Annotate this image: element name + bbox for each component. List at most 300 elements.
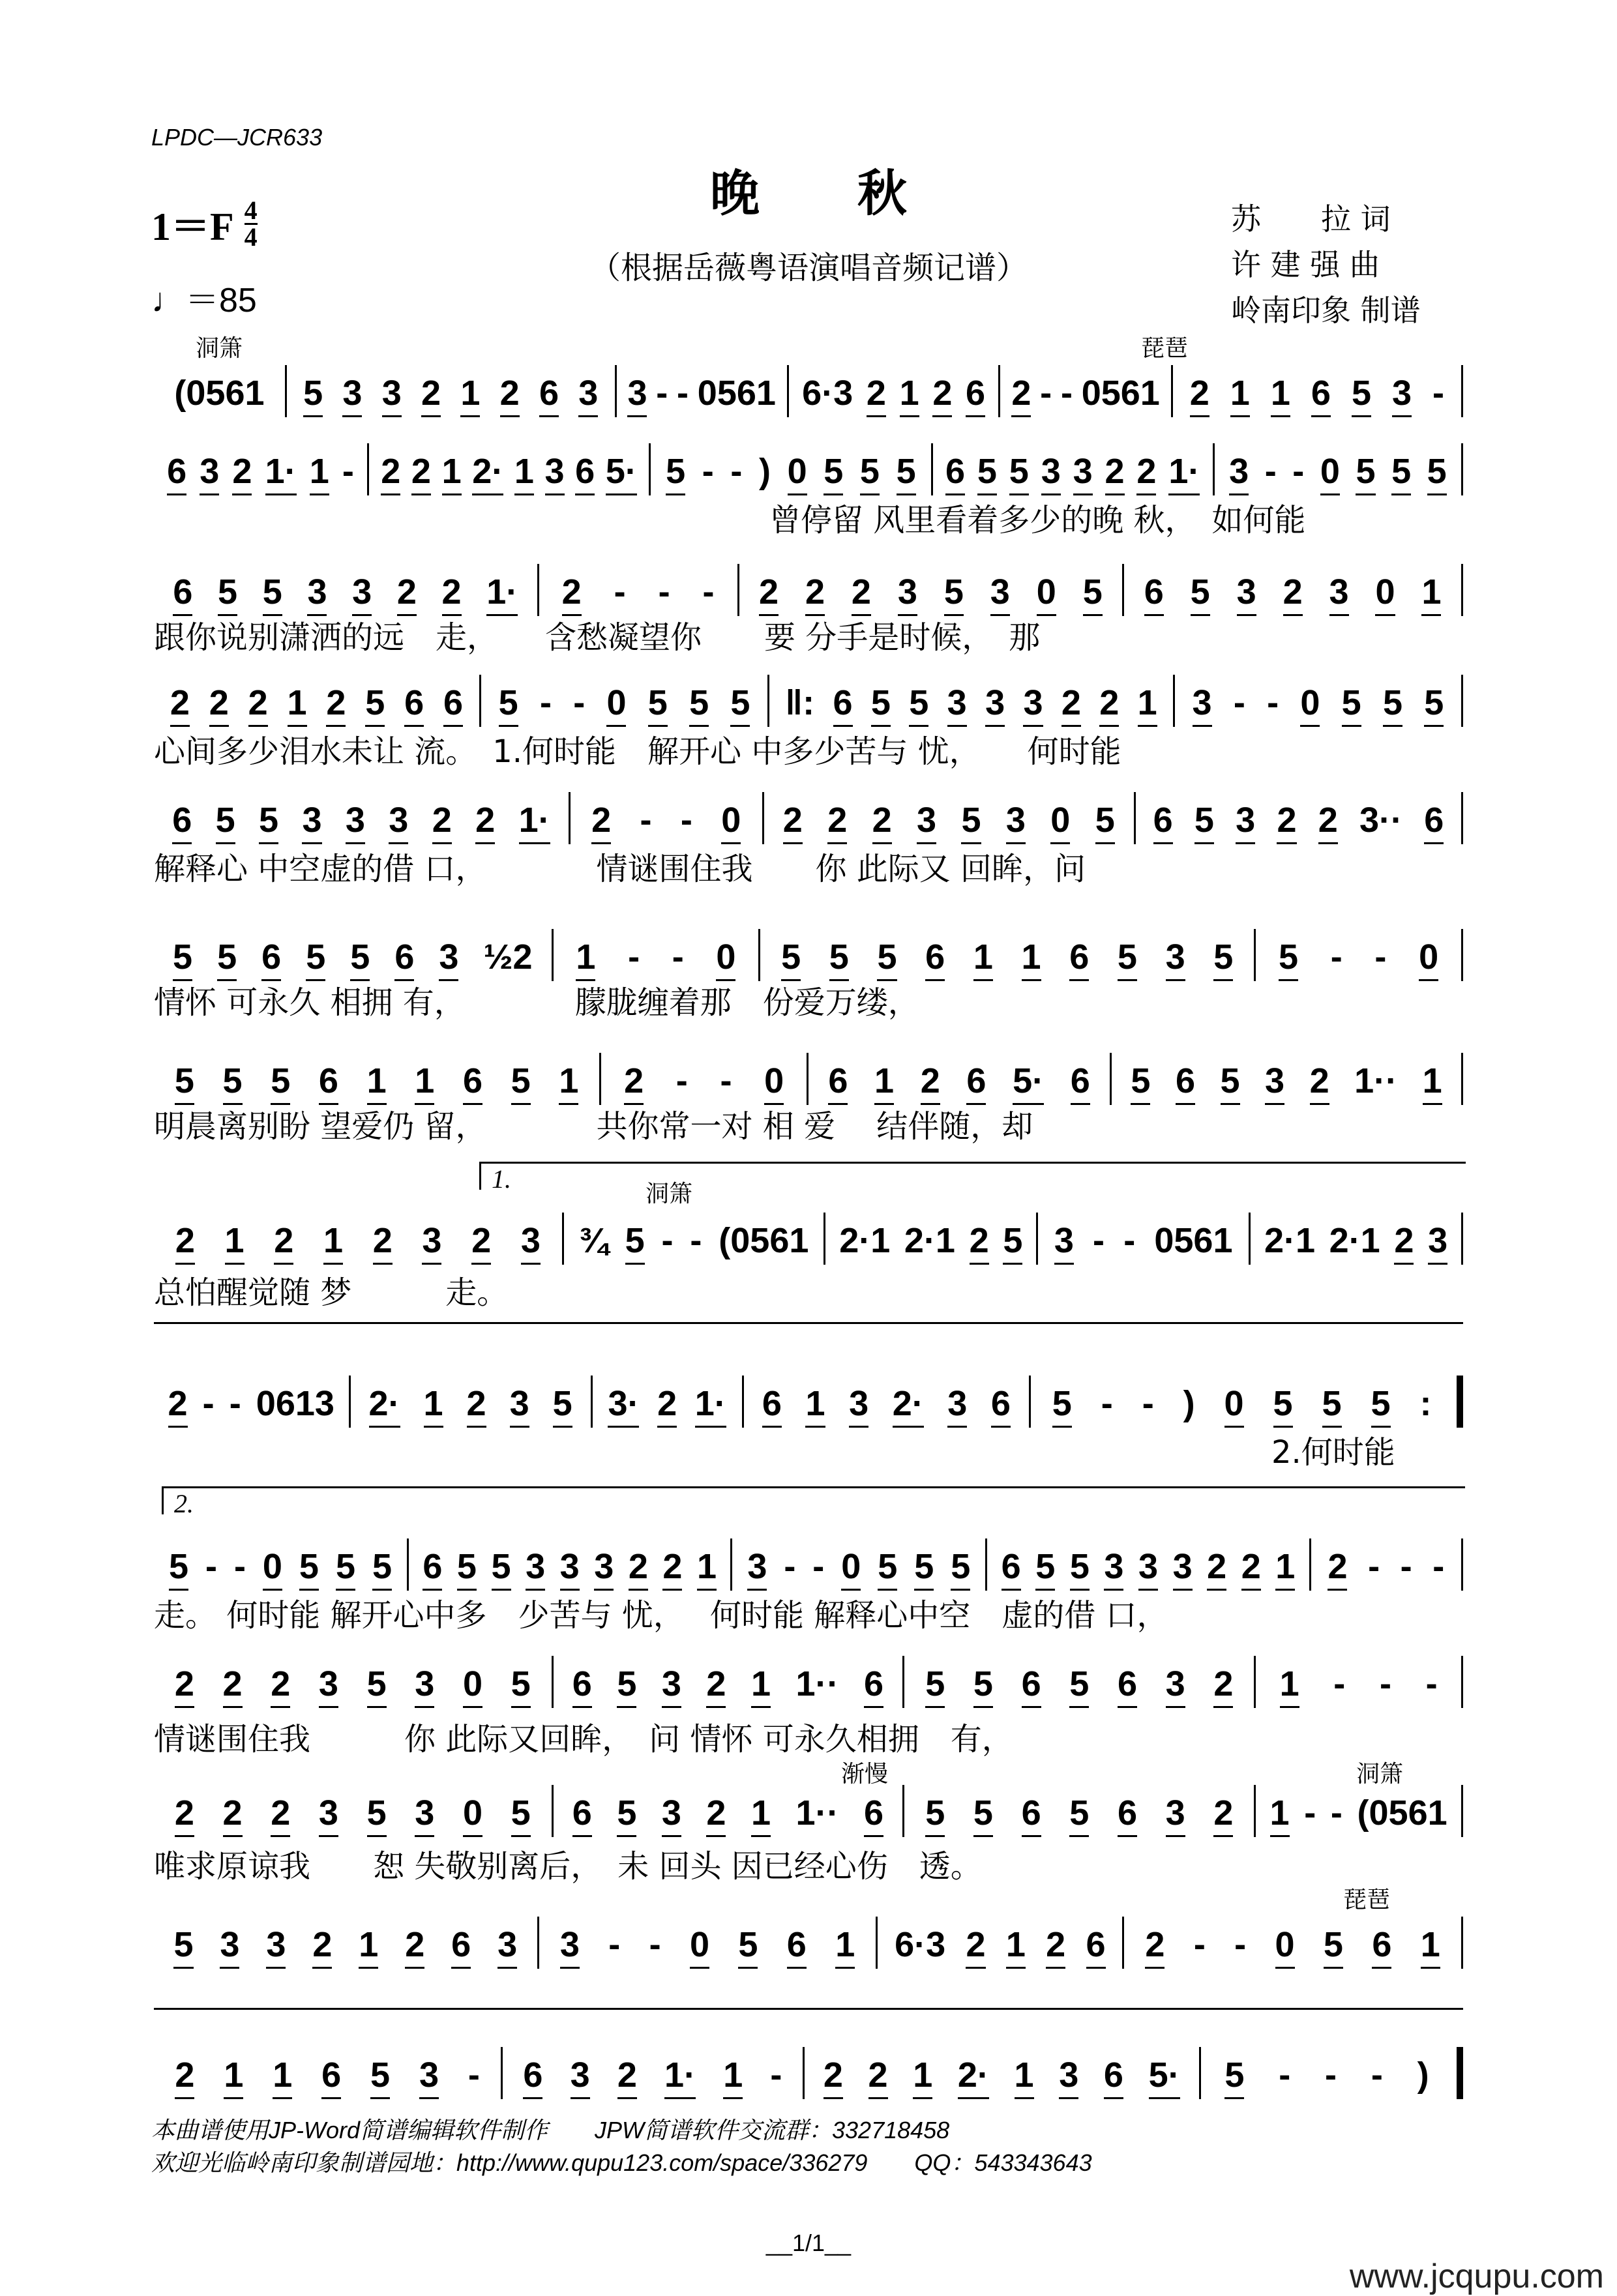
- note: -: [573, 683, 586, 722]
- note: 3: [1104, 1547, 1123, 1591]
- watermark: www.jcqupu.com: [1349, 2258, 1604, 2295]
- note: 6: [572, 1664, 592, 1708]
- note: 2: [868, 2055, 888, 2099]
- note: 5: [1427, 452, 1447, 495]
- lyric-line: 情怀 可永久 相拥 有， 朦胧缠着那 份爱万缕，: [154, 984, 919, 1021]
- note: 3: [1236, 801, 1255, 844]
- volta-bracket-2: [162, 1486, 1465, 1518]
- note: 2: [1394, 1221, 1414, 1265]
- note: 2: [1213, 1793, 1233, 1837]
- note: 3·: [608, 1384, 639, 1428]
- note: 6: [321, 2055, 341, 2099]
- score-row: [154, 564, 1463, 616]
- note: 3: [220, 1925, 239, 1969]
- note: -: [1142, 1384, 1154, 1423]
- note: -: [1279, 2055, 1291, 2095]
- note: 2: [500, 374, 520, 417]
- measure: [1171, 365, 1461, 417]
- lyric-line: 2.何时能: [1271, 1434, 1395, 1471]
- note: 5: [1069, 1664, 1089, 1708]
- measure: [807, 1053, 1110, 1105]
- measure: [823, 1213, 1036, 1265]
- measure: [479, 675, 767, 727]
- note: 3: [947, 683, 967, 727]
- note: 6: [172, 801, 192, 844]
- note: -: [784, 1547, 796, 1586]
- note: 5: [263, 572, 282, 616]
- note: (0561: [174, 374, 265, 413]
- note: 5: [1131, 1061, 1150, 1105]
- note: -: [720, 1061, 732, 1100]
- note: 1: [1015, 2055, 1034, 2099]
- note: -: [675, 1061, 688, 1100]
- note: 3: [1006, 801, 1026, 844]
- note: 2: [970, 1221, 989, 1265]
- note: 1: [442, 452, 462, 495]
- note: 6: [451, 1925, 471, 1969]
- note: 1: [900, 374, 919, 417]
- instrument-xiao: 洞箫: [196, 335, 243, 362]
- note: 2: [175, 2055, 194, 2099]
- lyric-line: 解释心 中空虚的借 口， 情谜围住我 你 此际又 回眸，问: [154, 851, 1086, 887]
- measure: [154, 675, 479, 727]
- note: 6: [1086, 1925, 1106, 1969]
- score-row: [154, 443, 1463, 495]
- barline: [1461, 365, 1463, 417]
- note: ½2: [483, 937, 533, 977]
- note: 1··: [795, 1793, 839, 1832]
- note: -: [1371, 2055, 1383, 2095]
- note: 5: [511, 1793, 531, 1837]
- note: -: [1101, 1384, 1113, 1423]
- measure: [1110, 1053, 1461, 1105]
- note: -: [690, 1221, 702, 1260]
- note: 1: [415, 1061, 434, 1105]
- note: 5: [1118, 937, 1137, 981]
- note: 1: [514, 452, 534, 495]
- note: ¾: [578, 1221, 608, 1260]
- note: 5: [1221, 1061, 1240, 1105]
- note: 2: [373, 1221, 393, 1265]
- note: 3: [526, 1547, 545, 1591]
- note: 1··: [795, 1664, 839, 1703]
- note: -: [233, 1547, 246, 1586]
- note: 5: [350, 937, 370, 981]
- tempo-marking: ♩＝85: [151, 282, 257, 319]
- note: -: [649, 1925, 661, 1964]
- note: 6: [463, 1061, 482, 1105]
- lyric-line: 走。 何时能 解开心中多 少苦与 忧， 何时能 解释心中空 虚的借 口，: [154, 1597, 1168, 1634]
- note: 5: [169, 1547, 188, 1591]
- time-bottom: 4: [244, 222, 258, 252]
- note: 5: [259, 801, 278, 844]
- footer-software-note: 本曲谱使用JP-Word简谱编辑软件制作 JPW简谱软件交流群：332718458: [151, 2117, 950, 2143]
- note: 1: [723, 2055, 743, 2099]
- note: 2·: [893, 1384, 924, 1428]
- note: 6: [539, 374, 559, 417]
- note: 2: [170, 683, 190, 727]
- measure: [615, 365, 787, 417]
- note: 6: [1071, 1061, 1090, 1105]
- note: 5: [781, 937, 801, 981]
- note: 6: [443, 683, 463, 727]
- note: 1: [973, 937, 993, 981]
- note: -: [467, 2055, 480, 2095]
- note: -: [1233, 683, 1245, 722]
- note: 6: [173, 572, 192, 616]
- note: 5: [730, 683, 750, 727]
- note: -: [1330, 937, 1343, 977]
- note: -: [202, 1384, 215, 1423]
- note: 5: [1391, 452, 1411, 495]
- time-top: 4: [244, 195, 258, 225]
- note: 5: [1095, 801, 1115, 844]
- note: 3: [342, 374, 362, 417]
- note: -: [1304, 1793, 1316, 1832]
- note: -: [1267, 683, 1279, 722]
- note: 6: [423, 1547, 442, 1591]
- note: -: [812, 1547, 825, 1586]
- note: 1: [697, 1547, 717, 1591]
- note: 1: [424, 1384, 443, 1428]
- note: 5: [511, 1664, 531, 1708]
- note: 5: [951, 1547, 970, 1591]
- note: 1: [1421, 1925, 1440, 1969]
- note: 2: [248, 683, 268, 727]
- note: 6: [404, 683, 424, 727]
- note: 5: [1194, 801, 1214, 844]
- note: 5: [914, 1547, 934, 1591]
- note: 5: [897, 452, 916, 495]
- score-row: [154, 1053, 1463, 1105]
- score-row: [154, 675, 1463, 727]
- note: 3: [346, 801, 365, 844]
- note: 2: [1105, 452, 1125, 495]
- measure: [1254, 929, 1461, 981]
- note: 2: [223, 1793, 243, 1837]
- note: 3: [422, 1221, 441, 1265]
- score-row: [154, 2047, 1463, 2099]
- measure: [154, 1917, 537, 1969]
- note: 5: [738, 1925, 758, 1969]
- note: 5·: [1149, 2055, 1180, 2099]
- measure: [407, 1538, 730, 1591]
- note: -: [1093, 1221, 1105, 1260]
- note: 0: [764, 1061, 784, 1105]
- note: -: [770, 2055, 782, 2095]
- note: 0561: [1081, 374, 1160, 413]
- note: 1: [1423, 1061, 1442, 1105]
- note: -: [1425, 1664, 1438, 1703]
- measure: [552, 1785, 903, 1837]
- note: 1: [559, 1061, 578, 1105]
- note: 5: [617, 1793, 636, 1837]
- note: 2: [617, 2055, 637, 2099]
- note: 5: [909, 683, 928, 727]
- note: 2: [175, 1793, 194, 1837]
- note: 2: [1136, 452, 1156, 495]
- note: 3: [1054, 1221, 1074, 1265]
- note: 0: [841, 1547, 861, 1591]
- note: 5: [877, 937, 897, 981]
- note: -: [1432, 1547, 1445, 1586]
- note: 3: [545, 452, 565, 495]
- note: 3: [415, 1664, 434, 1708]
- note: -: [672, 937, 684, 977]
- note: 0: [716, 937, 735, 981]
- note: 3: [1329, 572, 1349, 616]
- song-subtitle: （根据岳薇粤语演唱音频记谱）: [589, 250, 1028, 286]
- note: -: [608, 1925, 621, 1964]
- note: -: [1234, 1925, 1247, 1964]
- measure: [562, 1213, 824, 1265]
- note: -: [229, 1384, 241, 1423]
- note: 5: [925, 1793, 945, 1837]
- note: 5: [871, 683, 891, 727]
- note: 5: [216, 801, 235, 844]
- note: -: [658, 572, 670, 611]
- note: 2: [1283, 572, 1303, 616]
- note: 6: [1022, 1793, 1041, 1837]
- note: 2: [1328, 1547, 1347, 1591]
- note: 0: [1375, 572, 1395, 616]
- note: 1: [1280, 1664, 1299, 1708]
- note: 2·: [958, 2055, 989, 2099]
- barline: [1457, 1376, 1463, 1428]
- note: 2: [432, 801, 452, 844]
- note: 1: [1271, 374, 1290, 417]
- note: 5: [829, 937, 849, 981]
- note: 5: [925, 1664, 945, 1708]
- note: 5: [1003, 1221, 1022, 1265]
- note: 3: [947, 1384, 967, 1428]
- note: 6: [572, 1793, 592, 1837]
- note: 3: [1428, 1221, 1447, 1265]
- measure: [501, 2047, 802, 2099]
- note: 2·: [369, 1384, 400, 1428]
- note: 2: [312, 1925, 332, 1969]
- note: 2·1: [1264, 1221, 1315, 1260]
- note: 1·: [486, 572, 518, 616]
- note: 3: [415, 1793, 434, 1837]
- measure: [537, 564, 737, 616]
- note: 3: [1229, 452, 1249, 495]
- measure: [569, 792, 762, 844]
- key-signature: [151, 196, 258, 252]
- volta-line: [154, 1322, 1463, 1324]
- note: 2: [209, 683, 229, 727]
- note: 5: [1322, 1384, 1342, 1428]
- note: -: [614, 572, 626, 611]
- note: 1: [576, 937, 595, 981]
- note: 2: [966, 1925, 985, 1969]
- note: 2: [381, 452, 400, 495]
- score-row: [154, 792, 1463, 844]
- note: -: [640, 801, 652, 840]
- note: 6: [787, 1925, 807, 1969]
- measure: [154, 443, 367, 495]
- note: -: [205, 1547, 217, 1586]
- note: 5: [1383, 683, 1402, 727]
- note: 3: [662, 1664, 681, 1708]
- measure: [1122, 1917, 1461, 1969]
- measure: [758, 929, 1254, 981]
- note: 5: [1371, 1384, 1391, 1428]
- note: 1··: [1354, 1061, 1398, 1100]
- measure: [931, 443, 1213, 495]
- note: -: [1379, 1664, 1391, 1703]
- note: 5: [1052, 1384, 1072, 1428]
- measure: [1122, 564, 1461, 616]
- note: 6: [523, 2055, 542, 2099]
- note: 5: [1069, 1793, 1089, 1837]
- measure: [1254, 1656, 1461, 1708]
- note: 5: [336, 1547, 355, 1591]
- note: -: [702, 452, 714, 491]
- note: 5: [1070, 1547, 1090, 1591]
- note: 2: [852, 572, 871, 616]
- note: -: [1264, 452, 1277, 491]
- note: 6: [1176, 1061, 1195, 1105]
- note: 2: [827, 801, 847, 844]
- note: 2: [1277, 801, 1296, 844]
- note: 5: [961, 801, 981, 844]
- note: 6: [945, 452, 965, 495]
- instrument-xiao: 洞箫: [1356, 1761, 1404, 1788]
- note: (0561: [719, 1221, 809, 1260]
- note: 5: [1224, 2055, 1244, 2099]
- note: 5: [367, 1664, 387, 1708]
- note: 6: [864, 1793, 883, 1837]
- note: -: [628, 937, 640, 977]
- note: -: [730, 452, 743, 491]
- note: (0561: [1357, 1793, 1447, 1832]
- note: 1: [1230, 374, 1250, 417]
- note: 1: [751, 1793, 771, 1837]
- note: 2: [591, 801, 611, 844]
- note: 3: [1166, 1793, 1185, 1837]
- barline: [1461, 1053, 1463, 1105]
- ritardando-mark: 渐慢: [841, 1761, 889, 1788]
- note: 0: [1224, 1384, 1244, 1428]
- note: 2: [326, 683, 346, 727]
- note: 2·1: [839, 1221, 891, 1260]
- note: 3: [497, 1925, 517, 1969]
- note: 5: [1352, 374, 1371, 417]
- measure: [1134, 792, 1461, 844]
- note: 1: [805, 1384, 825, 1428]
- note: 5: [666, 452, 685, 495]
- note: 2: [921, 1061, 940, 1105]
- note: ‖:: [785, 683, 815, 722]
- note: 5: [365, 683, 385, 727]
- note: 3: [319, 1793, 338, 1837]
- measure: [730, 1538, 985, 1591]
- note: 2: [1190, 374, 1209, 417]
- note: 3: [382, 374, 402, 417]
- note: 3: [1265, 1061, 1284, 1105]
- note: 2: [471, 1221, 491, 1265]
- note: 3: [352, 572, 372, 616]
- note: 3: [1073, 452, 1093, 495]
- note: 2: [421, 374, 441, 417]
- note: 6: [828, 1061, 848, 1105]
- note: 5: [1342, 683, 1361, 727]
- barline: [1461, 929, 1463, 981]
- note: 6: [1144, 572, 1164, 616]
- note: 5: [1213, 937, 1233, 981]
- measure: [649, 443, 930, 495]
- note: 3: [389, 801, 408, 844]
- note: 5: [218, 572, 237, 616]
- note: 2: [271, 1664, 290, 1708]
- note: 3: [990, 572, 1010, 616]
- barline: [1461, 443, 1463, 495]
- note: 2: [168, 1384, 188, 1428]
- note: 3: [985, 683, 1005, 727]
- note: 5: [689, 683, 709, 727]
- note: 6: [1104, 2055, 1123, 2099]
- note: 2: [411, 452, 431, 495]
- instrument-xiao: 洞箫: [645, 1181, 693, 1207]
- measure: [1249, 1213, 1461, 1265]
- volta-2-label: 2.: [174, 1489, 194, 1518]
- measure: [154, 929, 552, 981]
- lyric-line: 心间多少泪水未让 流。 1.何时能 解开心 中多少苦与 忧， 何时能: [154, 733, 1121, 770]
- measure: [1029, 1376, 1453, 1428]
- score-row: [154, 365, 1463, 417]
- note: 1: [367, 1061, 387, 1105]
- note: 3: [662, 1793, 681, 1837]
- note: 5: [299, 1547, 319, 1591]
- measure: [591, 1376, 742, 1428]
- note: 2: [1061, 683, 1081, 727]
- measure: [154, 564, 537, 616]
- score-row: [154, 929, 1463, 981]
- measure: [985, 1538, 1309, 1591]
- note: 5: [823, 452, 843, 495]
- note: 3: [578, 374, 598, 417]
- note: 3: [200, 452, 219, 495]
- note: 6: [864, 1664, 883, 1708]
- note: 5: [175, 1061, 194, 1105]
- note: -: [656, 374, 668, 413]
- note: 2·1: [1329, 1221, 1380, 1260]
- note: 6: [319, 1061, 338, 1105]
- note: 5: [977, 452, 997, 495]
- note: 3: [419, 2055, 439, 2099]
- note: 6: [833, 683, 853, 727]
- measure: [154, 1213, 562, 1265]
- note: 3: [1023, 683, 1043, 727]
- note: 3: [302, 801, 321, 844]
- note: 5: [306, 937, 325, 981]
- score-row: [154, 1213, 1463, 1265]
- note: 2: [223, 1664, 243, 1708]
- note: 6: [261, 937, 281, 981]
- note: -: [1330, 1793, 1343, 1832]
- note: -: [1325, 2055, 1337, 2095]
- note: -: [1432, 374, 1445, 413]
- note: -: [1292, 452, 1305, 491]
- barline: [1461, 1785, 1463, 1837]
- note: 3: [307, 572, 327, 616]
- note: 2: [1011, 374, 1031, 417]
- note: 5: [648, 683, 668, 727]
- note: 6: [762, 1384, 782, 1428]
- score-row: [154, 1656, 1463, 1708]
- lyricist: 苏 拉 词: [1231, 201, 1391, 237]
